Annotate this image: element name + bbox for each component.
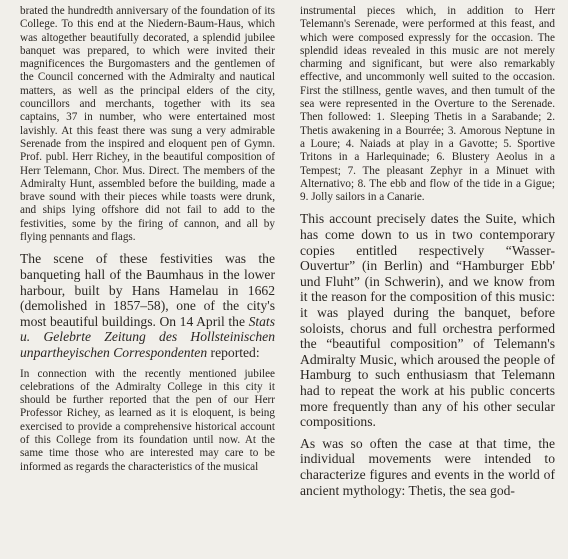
right-paragraph-1: instrumental pieces which, in addition to Herr Telemann's Serenade, were performed at this feast, and which were composed expressly for the occasion. The splendid ideas revealed in this music are not merely charming and significant, but were also remarkably effective, and uncommonly well suited to the occasion. First the stillness, gentle waves, and then tumult of the sea were represented in the Overture to the Serenade. Then followed: 1. Sleeping Thetis in a Sarabande; 2. Thetis awakening in a Bourrée; 3. Amorous Neptune in a Loure; 4. Naiads at play in a Gavotte; 5. Sportive Tritons in a Harlequinade; 6. Blustery Aeolus in a Tempest; 7. The pleasant Zephyr in a Minuet with Alternativo; 8. The ebb and flow of the tide in a Gigue; 9. Jolly sailors in a Canarie.: [300, 5, 555, 204]
right-paragraph-2: This account precisely dates the Suite, which has come down to us in two contemporary copies entitled respectively “Wasser-Ouvertur” (in Berlin) and “Hamburger Ebb' und Fluht” (in Schwerin), and we know from it the reason for the composition of this music: it was played during the banquet, before soloists, chorus and full orchestra performed the “beautiful composition” of Telemann's Admiralty Music, which aroused the people of Hamburg to such enthusiasm that Telemann had to repeat the work at his public concerts more frequently than any of his other secular compositions.: [300, 211, 555, 430]
newspaper-title: Stats u. Gelebrte Zeitung des Hollsteinischen unpartheyischen Correspondenten: [20, 313, 275, 360]
left-paragraph-3: In connection with the recently mentioned jubilee celebrations of the Admiralty College in this city it should be further reported that the pen of our Herr Professor Richey, as learned as it is eloquent, is being exercised to provide a comprehensive historical account of this College from its foundation until now. At the same time those who are interested may care to be informed as regards the characteristics of the musical: [20, 367, 275, 473]
left-paragraph-1: brated the hundredth anniversary of the foundation of its College. To this end at the Niedern-Baum-Haus, which was altogether beautifully decorated, a splendid jubilee banquet was prepared, to which were invited their magnificences the Burgomasters and the gentlemen of the Council concerned with the Admiralty and nautical matters, as well as the principal elders of the city, councillors and merchants, together with its sea captains, 37 in number, who were entertained most lavishly. At this feast there was sung a very admirable Serenade from the inspired and eloquent pen of Gymn. Prof. publ. Herr Richey, in the beautiful composition of Herr Telemann, Chor. Mus. Direct. The members of the Admiralty Hunt, assembled before the building, made a brave sound with their pieces while toasts were drunk, and ships lying offshore did not fail to add to the festivities, some by the firing of cannon, and all by flying pennants and flags.: [20, 5, 275, 244]
left-paragraph-2: [20, 251, 275, 360]
right-paragraph-3: As was so often the case at that time, the individual movements were intended to characterize figures and events in the world of ancient mythology: Thetis, the sea god-: [300, 435, 555, 498]
right-column: [300, 5, 555, 498]
left-paragraph-2-text: The scene of these festivities was the banqueting hall of the Baumhaus in the lower harbour, built by Hans Hamelau in 1662 (demolished in 1857–58), one of the city's most beautiful buildings. On 14 April the: [20, 251, 275, 329]
left-column: [20, 5, 275, 474]
left-paragraph-2-end: reported:: [207, 344, 260, 360]
